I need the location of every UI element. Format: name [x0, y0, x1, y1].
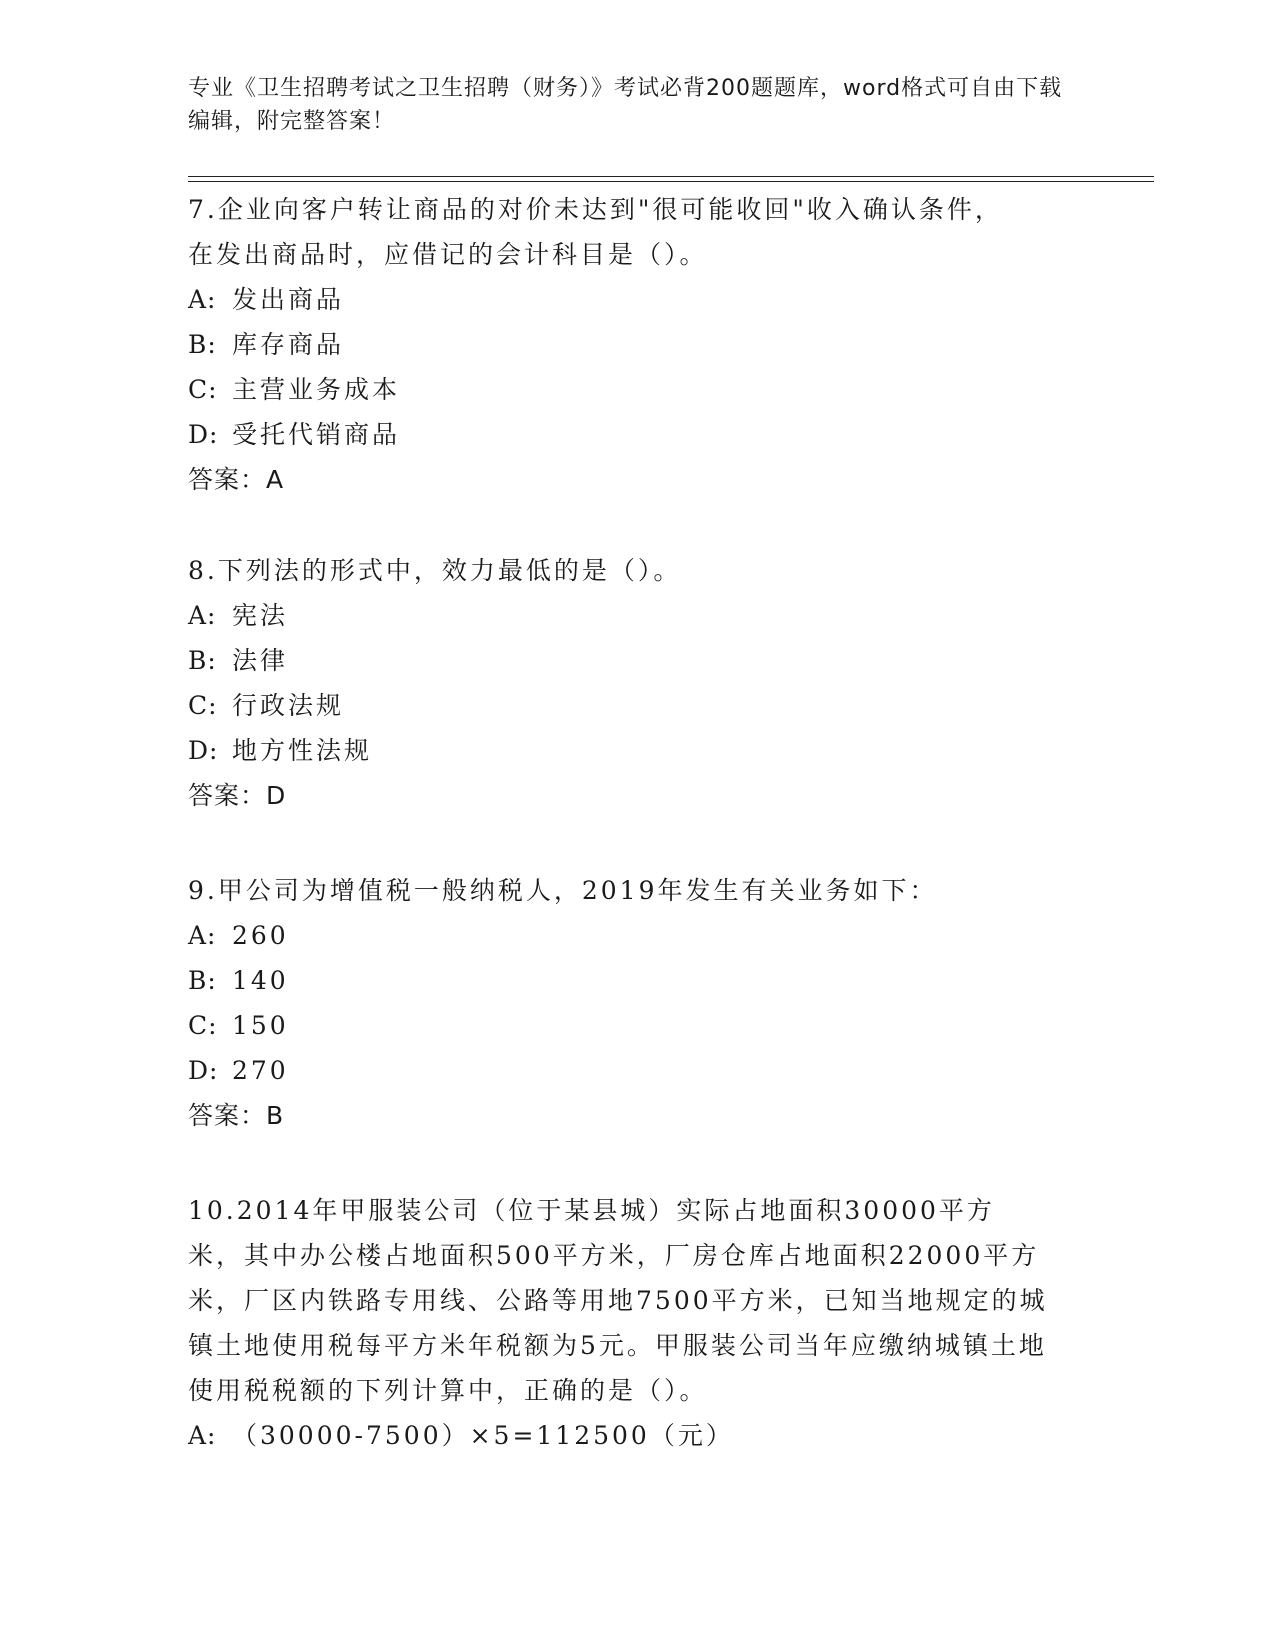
option-c — [188, 1003, 1088, 1048]
question-stem: 7.企业向客户转让商品的对价未达到"很可能收回"收入确认条件，在发出商品时，应借记的会计科目是（）。 — [188, 195, 1003, 269]
option-letter: C: — [188, 691, 218, 720]
question-stem: 9.甲公司为增值税一般纳税人，2019年发生有关业务如下： — [188, 876, 938, 905]
option-text: 行政法规 — [232, 691, 345, 720]
header-rule-bottom — [188, 181, 1154, 182]
option-letter: D: — [188, 736, 219, 765]
option-letter: A: — [188, 1421, 217, 1450]
question-8 — [188, 548, 1088, 818]
option-text: 地方性法规 — [232, 736, 373, 765]
option-text: （30000-7500）×5=112500（元） — [232, 1421, 734, 1450]
option-c — [188, 683, 1088, 728]
option-c — [188, 367, 1088, 412]
question-9 — [188, 868, 1088, 1138]
option-letter: C: — [188, 375, 218, 404]
option-letter: A: — [188, 285, 217, 314]
option-text: 140 — [232, 966, 289, 995]
option-letter: B: — [188, 966, 217, 995]
option-letter: A: — [188, 921, 217, 950]
option-a — [188, 1413, 1088, 1458]
option-b — [188, 958, 1088, 1003]
option-text: 150 — [232, 1011, 289, 1040]
option-a — [188, 277, 1088, 322]
option-d — [188, 1048, 1088, 1093]
option-a — [188, 913, 1088, 958]
option-text: 库存商品 — [232, 330, 345, 359]
option-d — [188, 728, 1088, 773]
option-text: 受托代销商品 — [232, 420, 401, 449]
option-text: 270 — [232, 1056, 289, 1085]
option-letter: D: — [188, 420, 219, 449]
option-text: 主营业务成本 — [232, 375, 401, 404]
option-letter: A: — [188, 601, 217, 630]
option-letter: C: — [188, 1011, 218, 1040]
option-letter: B: — [188, 330, 217, 359]
option-text: 发出商品 — [232, 285, 345, 314]
option-letter: B: — [188, 646, 217, 675]
question-10 — [188, 1188, 1088, 1458]
answer-line: 答案：B — [188, 1101, 285, 1130]
option-b — [188, 638, 1088, 683]
option-b — [188, 322, 1088, 367]
question-stem: 8.下列法的形式中，效力最低的是（）。 — [188, 556, 682, 585]
option-d — [188, 412, 1088, 457]
option-text: 宪法 — [232, 601, 289, 630]
question-7 — [188, 187, 1088, 502]
question-stem: 10.2014年甲服装公司（位于某县城）实际占地面积30000平方米，其中办公楼占地面积500平方米，厂房仓库占地面积22000平方米，厂区内铁路专用线、公路等用地7500平方米，已知当地规定的城镇土地使用税每平方米年税额为5元。甲服装公司当年应缴纳城镇土地使用税税额的下列计算中，正确的是（）。 — [188, 1196, 1048, 1405]
option-a — [188, 593, 1088, 638]
option-letter: D: — [188, 1056, 219, 1085]
option-text: 法律 — [232, 646, 289, 675]
header-rule-top — [188, 176, 1154, 177]
answer-line: 答案：A — [188, 465, 285, 494]
option-text: 260 — [232, 921, 289, 950]
document-header: 专业《卫生招聘考试之卫生招聘（财务）》考试必背200题题库，word格式可自由下载编辑，附完整答案！ — [188, 76, 1063, 134]
answer-line: 答案：D — [188, 781, 287, 810]
